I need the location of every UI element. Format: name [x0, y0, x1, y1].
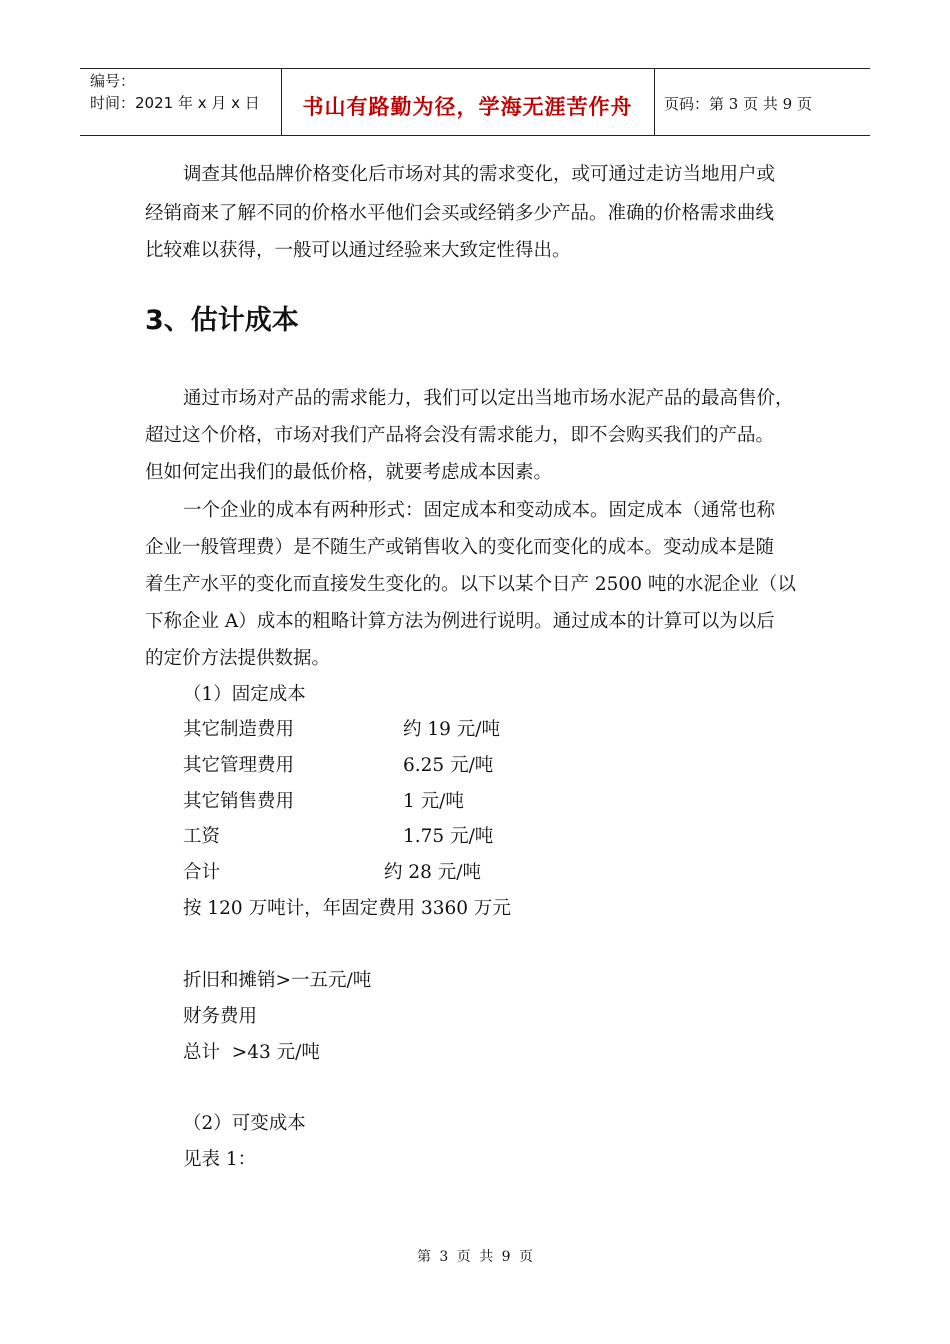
section-heading: 3、估计成本: [145, 305, 299, 336]
fixed-item-label: 其它销售费用: [183, 791, 295, 812]
para2-line-3: 着生产水平的变化而直接发生变化的。以下以某个日产 2500 吨的水泥企业（以: [145, 574, 796, 595]
para1-line-3: 但如何定出我们的最低价格，就要考虑成本因素。: [145, 462, 553, 483]
para1-line-2: 超过这个价格，市场对我们产品将会没有需求能力，即不会购买我们的产品。: [145, 425, 775, 446]
fixed-item-label: 工资: [183, 826, 221, 847]
see-table-line: 见表 1：: [183, 1149, 257, 1170]
intro-line-1: 调查其他品牌价格变化后市场对其的需求变化，或可通过走访当地用户或: [183, 164, 776, 185]
para1-line-1: 通过市场对产品的需求能力，我们可以定出当地市场水泥产品的最高售价，: [183, 388, 794, 409]
header-page-info: 页码：第 3 页 共 9 页: [664, 95, 812, 113]
para2-line-1: 一个企业的成本有两种形式：固定成本和变动成本。固定成本（通常也称: [183, 500, 776, 521]
fixed-total-value: 约 28 元/吨: [384, 862, 482, 883]
total-line: 总计 >43 元/吨: [183, 1042, 320, 1063]
header-motto: 书山有路勤为径，学海无涯苦作舟: [302, 95, 633, 119]
header-bottom-rule: [80, 135, 870, 136]
fixed-annual: 按 120 万吨计，年固定费用 3360 万元: [183, 898, 511, 919]
intro-line-2: 经销商来了解不同的价格水平他们会买或经销多少产品。准确的价格需求曲线: [145, 203, 775, 224]
header-time: 时间：2021 年 x 月 x 日: [90, 94, 260, 112]
fixed-item-value: 1.75 元/吨: [403, 826, 494, 847]
header-divider-right: [654, 68, 655, 135]
header-meta: [90, 70, 260, 114]
fixed-item-value: 约 19 元/吨: [403, 719, 501, 740]
fixed-item-value: 1 元/吨: [403, 791, 464, 812]
fixed-item-label: 其它管理费用: [183, 755, 295, 776]
header-code: 编号：: [90, 72, 136, 90]
depreciation-line: 折旧和摊销>一五元/吨: [183, 970, 372, 991]
page-footer: 第 3 页 共 9 页: [416, 1249, 534, 1265]
para2-line-5: 的定价方法提供数据。: [145, 648, 331, 669]
intro-line-3: 比较难以获得，一般可以通过经验来大致定性得出。: [145, 240, 571, 261]
fixed-item-label: 其它制造费用: [183, 719, 295, 740]
para2-line-4: 下称企业 A）成本的粗略计算方法为例进行说明。通过成本的计算可以为以后: [145, 611, 775, 632]
fixed-cost-title: （1）固定成本: [183, 684, 306, 705]
variable-cost-title: （2）可变成本: [183, 1113, 306, 1134]
financial-cost-line: 财务费用: [183, 1006, 258, 1027]
fixed-item-value: 6.25 元/吨: [403, 755, 494, 776]
fixed-total-label: 合计: [183, 862, 221, 883]
header-top-rule: [80, 68, 870, 69]
para2-line-2: 企业一般管理费）是不随生产或销售收入的变化而变化的成本。变动成本是随: [145, 537, 775, 558]
